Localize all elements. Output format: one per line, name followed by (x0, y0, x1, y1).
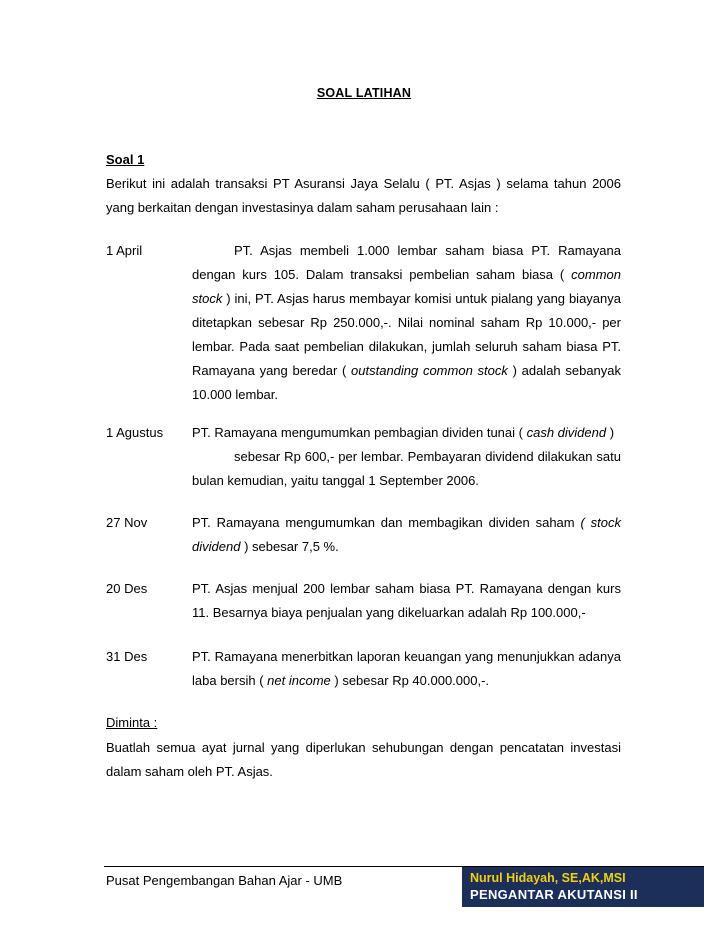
task-title: Diminta : (106, 715, 158, 730)
description-text: ) sebesar Rp 40.000.000,-. (334, 673, 490, 688)
footer-author: Nurul Hidayah, SE,AK,MSI (470, 871, 626, 885)
description-term: outstanding common stock (351, 363, 508, 378)
transaction-date: 27 Nov (106, 515, 148, 530)
description-text: ) sebesar 7,5 %. (244, 539, 339, 554)
task-text: Buatlah semua ayat jurnal yang diperlukan sehubungan dengan pencatatan investasi dalam saham oleh PT. Asjas. (106, 740, 621, 779)
description-term: common stock (192, 267, 621, 306)
transaction-entry (106, 645, 621, 693)
section-title: Soal 1 (106, 152, 145, 167)
transaction-date: 20 Des (106, 581, 148, 596)
description-term: net income (267, 673, 331, 688)
footer-author-box (462, 867, 704, 907)
description-text: ) ini, PT. Asjas harus membayar komisi untuk pialang yang biayanya ditetapkan sebesar Rp 250.000,-. Nilai nominal saham Rp 10.000,- per lembar. Pada saat pembelian dilakukan, jumlah seluruh saham biasa PT. Ramayana yang beredar ( (192, 291, 621, 378)
description-text: ) adalah sebanyak 10.000 lembar. (192, 363, 622, 402)
transaction-date: 1 April (106, 243, 143, 258)
transaction-entry (106, 239, 621, 407)
description-text: PT. Asjas menjual 200 lembar saham biasa PT. Ramayana dengan kurs 11. Besarnya biaya penjualan yang dikeluarkan adalah Rp 100.000,- (192, 581, 621, 620)
transaction-date: 31 Des (106, 649, 148, 664)
transaction-description (192, 239, 621, 407)
transaction-description (192, 577, 621, 625)
description-text: sebesar Rp 600,- per lembar. Pembayaran dividend dilakukan satu bulan kemudian, yaitu tanggal 1 September 2006. (192, 449, 621, 488)
description-term: ( stock dividend (192, 515, 621, 554)
description-text: ) (609, 425, 615, 440)
transaction-description (192, 645, 621, 693)
transaction-date: 1 Agustus (106, 425, 164, 440)
intro-paragraph: Berikut ini adalah transaksi PT Asuransi Jaya Selalu ( PT. Asjas ) selama tahun 2006 yang berkaitan dengan investasinya dalam saham perusahaan lain : (106, 176, 621, 215)
page-title: SOAL LATIHAN (316, 86, 412, 100)
description-text: PT. Ramayana mengumumkan dan membagikan dividen saham (192, 515, 575, 530)
description-text: PT. Asjas membeli 1.000 lembar saham biasa PT. Ramayana dengan kurs 105. Dalam transaksi pembelian saham biasa ( (192, 243, 621, 282)
description-term: cash dividend (526, 425, 607, 440)
description-text: PT. Ramayana mengumumkan pembagian dividen tunai ( (192, 425, 523, 440)
description-text: PT. Ramayana menerbitkan laporan keuangan yang menunjukkan adanya laba bersih ( (192, 649, 621, 688)
transaction-description (192, 421, 621, 493)
footer-course: PENGANTAR AKUTANSI II (470, 887, 638, 902)
transaction-description (192, 511, 621, 559)
transaction-entry (106, 511, 621, 559)
footer-publisher: Pusat Pengembangan Bahan Ajar - UMB (106, 873, 343, 888)
transaction-entry (106, 577, 621, 625)
transaction-entry (106, 421, 621, 493)
